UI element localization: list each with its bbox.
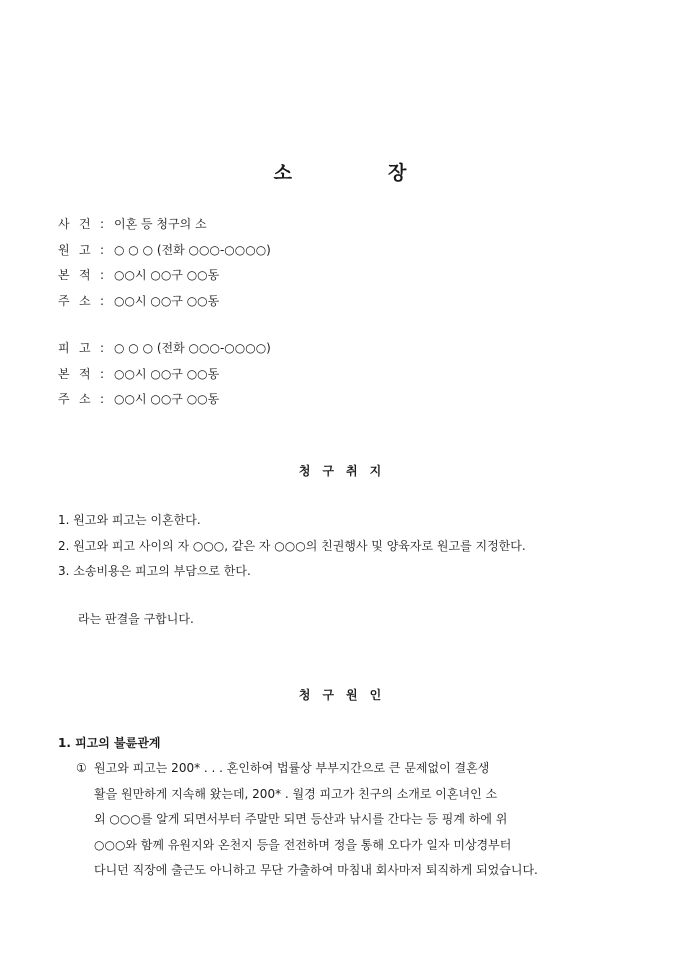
plaintiff-name: ○ ○ ○ (전화 ○○○-○○○○) (114, 242, 271, 257)
defendant-row: 피 고 : ○ ○ ○ (전화 ○○○-○○○○) (58, 336, 271, 362)
claim-item: 1. 원고와 피고는 이혼한다. (58, 513, 201, 527)
body-line: 다니던 직장에 출근도 아니하고 무단 가출하여 마침내 회사마저 퇴직하게 되었습니다. (94, 863, 538, 877)
case-name: 이혼 등 청구의 소 (114, 217, 207, 231)
field-label: 본 적 (58, 366, 91, 381)
title-char-2: 장 (388, 162, 407, 184)
claim-item: 2. 원고와 피고 사이의 자 ○○○, 같은 자 ○○○의 친권행사 및 양육자로 원고를 지정한다. (58, 538, 526, 553)
circled-number: ① (76, 761, 87, 775)
domicile-row: 본 적 : ○○시 ○○구 ○○동 (58, 362, 271, 388)
address-row: 주 소 : ○○시 ○○구 ○○동 (58, 289, 271, 315)
case-row: 사 건 : 이혼 등 청구의 소 (58, 212, 271, 238)
claim-purpose-heading: 청 구 취 지 (298, 464, 382, 478)
claims-list (58, 508, 526, 585)
body-line: ○○○와 함께 유원지와 온천지 등을 전전하며 정을 통해 오다가 일자 미상경부터 (94, 837, 512, 852)
defendant-name: ○ ○ ○ (전화 ○○○-○○○○) (114, 341, 271, 355)
document-title (0, 158, 680, 185)
defendant-info (58, 336, 271, 413)
section-body (76, 756, 624, 884)
body-line: 외 ○○○를 알게 되면서부터 주말만 되면 등산과 낚시를 간다는 등 핑계 하에 위 (94, 812, 508, 826)
claim-cause-heading: 청 구 원 인 (298, 688, 382, 702)
body-line: ① 원고와 피고는 200* . . . 혼인하여 법률상 부부지간으로 큰 문제없이 결혼생 (76, 756, 624, 782)
plaintiff-domicile: ○○시 ○○구 ○○동 (114, 268, 220, 282)
claim-item: 3. 소송비용은 피고의 부담으로 한다. (58, 564, 251, 578)
field-label: 원 고 (58, 242, 91, 257)
body-line: 활을 원만하게 지속해 왔는데, 200* . 월경 피고가 친구의 소개로 이혼녀인 소 (94, 786, 498, 801)
field-label: 사 건 (58, 217, 91, 231)
closing-sentence: 라는 판결을 구합니다. (78, 612, 194, 626)
address-row: 주 소 : ○○시 ○○구 ○○동 (58, 387, 271, 413)
title-char-1: 소 (273, 162, 292, 184)
field-label: 피 고 (58, 341, 91, 355)
plaintiff-address: ○○시 ○○구 ○○동 (114, 293, 220, 308)
domicile-row: 본 적 : ○○시 ○○구 ○○동 (58, 263, 271, 289)
plaintiff-row: 원 고 : ○ ○ ○ (전화 ○○○-○○○○) (58, 238, 271, 264)
defendant-address: ○○시 ○○구 ○○동 (114, 392, 220, 406)
plaintiff-info (58, 212, 271, 314)
field-label: 주 소 (58, 392, 91, 406)
defendant-domicile: ○○시 ○○구 ○○동 (114, 366, 220, 381)
section-title: 1. 피고의 불륜관계 (58, 736, 161, 750)
field-label: 주 소 (58, 293, 91, 308)
field-label: 본 적 (58, 268, 91, 282)
